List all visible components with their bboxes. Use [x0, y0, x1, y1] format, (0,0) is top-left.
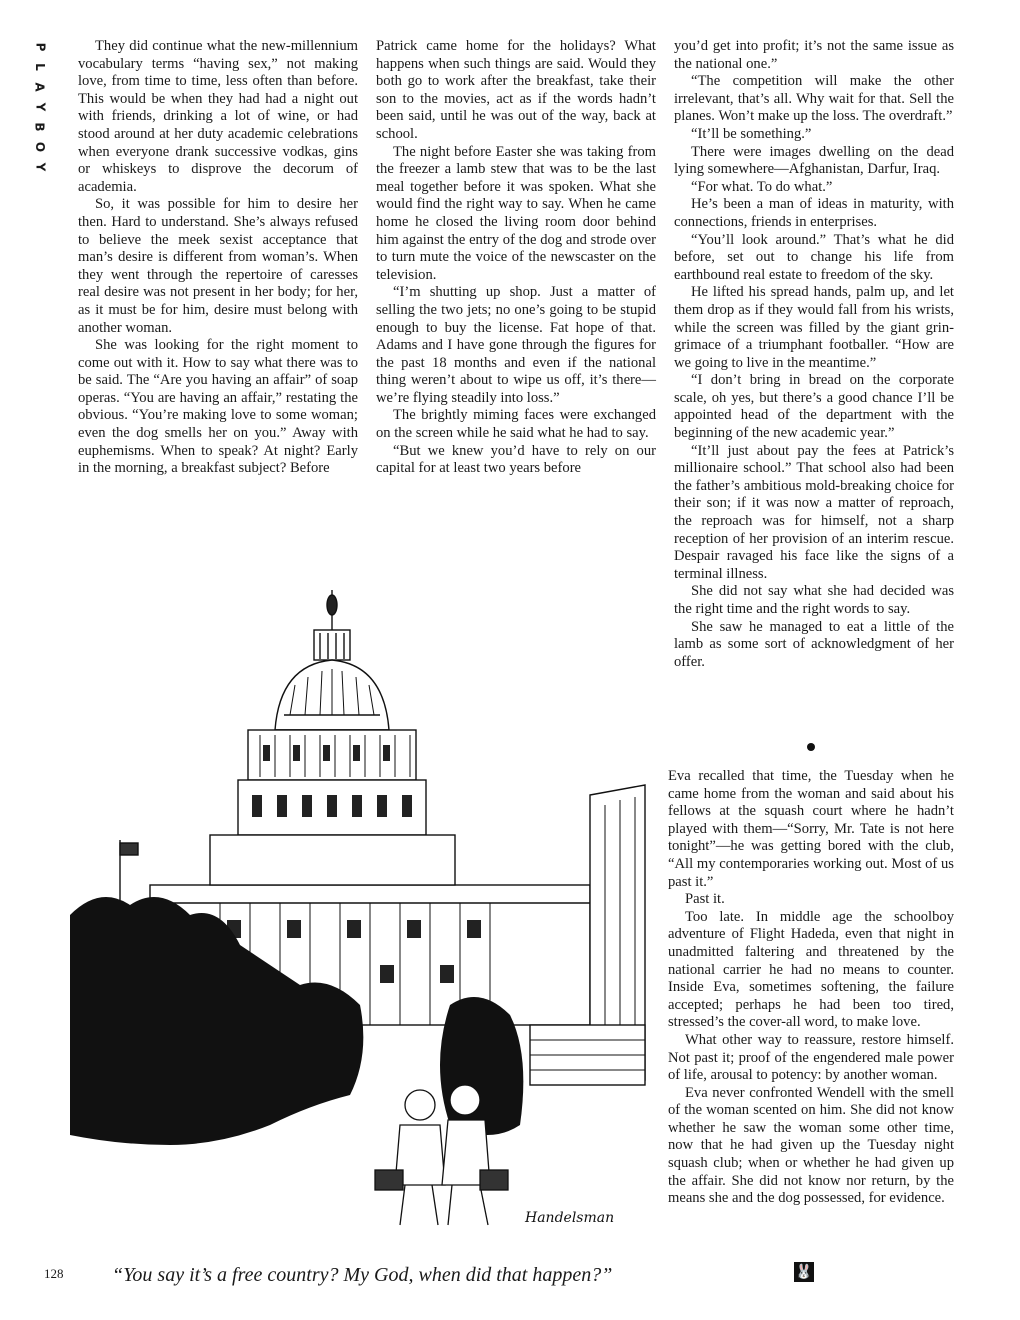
paragraph: He’s been a man of ideas in maturity, with connections, friends in enterprises. — [674, 196, 954, 230]
paragraph: “For what. To do what.” — [691, 178, 833, 195]
paragraph: “I’m shutting up shop. Just a matter of selling the two jets; no one’s going to be stupid enough to buy the license. Fat hope of that. Adams and I have gone through the figures for the past 18 months and even if the national thing weren’t about to wipe us off, it’s there—we’re flying steadily into loss.” — [376, 284, 656, 406]
paragraph: you’d get into profit; it’s not the same issue as the national one.” — [674, 38, 954, 72]
paragraph: Past it. — [685, 891, 725, 908]
rabbit-head-end-mark-icon: 🐰 — [795, 1264, 813, 1280]
title-letter: Y — [32, 102, 47, 112]
text-column-3 — [674, 38, 954, 671]
magazine-vertical-title — [30, 40, 50, 174]
paragraph: She was looking for the right moment to come out with it. How to say what there was to be said. The “Are you having an affair” of soap operas. “You are having an affair,” restating the obvious. “You’re making love to some woman; even the dog smells her on you.” Away with euphemisms. When to speak? At night? Early in the morning, a breakfast subject? Before — [78, 337, 358, 477]
paragraph: So, it was possible for him to desire her then. Hard to understand. She’s always refused to believe the meek sexist acceptance that man’s desire is different from woman’s. When they went through the repertoire of caresses real desire was not present in her body; for her, as it must be for him, desire must belong with another woman. — [78, 196, 358, 336]
paragraph: He lifted his spread hands, palm up, and let them drop as if they would fall from his wrists, while the screen was filled by the giant grin-grimace of a triumphant footballer. “How are we going to live in the meantime.” — [674, 284, 954, 371]
paragraph: They did continue what the new-millennium vocabulary terms “having sex,” not making love, from time to time, less often than before. This would be when they had had a night out with friends, drinking a lot of wine, or had stood around at her duty academic celebrations when everyone drank successive vodkas, gins or whiskeys to disprove the decorum of academia. — [78, 38, 358, 195]
cartoon-caption: “You say it’s a free country? My God, when did that happen?” — [112, 1264, 613, 1286]
paragraph: “It’ll just about pay the fees at Patrick’s millionaire school.” That school also had been the father’s ambitious mold-breaking choice for their son; if it was now a matter of reproach, the reproach was for himself, not a sharp reception of her provision of an interim rescue. Despair ravaged his face like the signs of a terminal illness. — [674, 442, 954, 582]
paragraph: She saw he managed to eat a little of the lamb as some sort of acknowledgment of her offer. — [674, 618, 954, 670]
title-letter: L — [33, 63, 47, 71]
title-letter: O — [32, 141, 47, 153]
page-number: 128 — [44, 1266, 64, 1281]
cartoon-signature: Handelsman — [525, 1210, 615, 1226]
paragraph: Eva never confronted Wendell with the smell of the woman scented on him. She did not know whether he saw the woman some other time, now that he had given up the Tuesday night squash club; when or whether he had given up the affair. She did not know nor return, by the means she and the dog possessed, for evidence. — [668, 1084, 954, 1207]
text-column-2 — [376, 38, 656, 478]
title-letter: A — [32, 82, 47, 92]
title-letter: B — [33, 122, 47, 132]
paragraph: She did not say what she had decided was the right time and the right words to say. — [674, 583, 954, 617]
paragraph: “It’ll be something.” — [691, 125, 812, 142]
paragraph: Patrick came home for the holidays? What happens when such things are said. Would they both go to work after the breakfast, take their son to the movies, act as if the words hadn’t been said, until he was out of the way, back at school. — [376, 38, 656, 142]
capitol-cartoon — [70, 585, 665, 1245]
paragraph: What other way to reassure, restore himself. Not past it; proof of the engendered male power of life, arousal to potency: by another woman. — [668, 1031, 954, 1084]
text-column-1 — [78, 38, 358, 478]
paragraph: The night before Easter she was taking from the freezer a lamb stew that was to be the last meal together before it was spoken. What she would find the right way to say. When he came home he closed the living room door behind him against the entry of the dog and strode over to turn mute the voice of the newscaster on the television. — [376, 143, 656, 283]
paragraph: Eva recalled that time, the Tuesday when he came home from the woman and said about his fellows at the squash court where he hadn’t played with them—“Sorry, Mr. Tate is not here tonight”—he was getting bored with the club, “All my contemporaries working out. Most of us past it.” — [668, 768, 954, 890]
paragraph: There were images dwelling on the dead lying somewhere—Afghanistan, Darfur, Iraq. — [674, 143, 954, 178]
title-letter: P — [32, 42, 47, 52]
paragraph: “You’ll look around.” That’s what he did before, set out to change his life from earthbound real estate to freedom of the sky. — [674, 231, 954, 283]
paragraph: “The competition will make the other irrelevant, that’s all. Why wait for that. Sell the planes. Won’t make up the loss. The overdraft.” — [674, 73, 954, 125]
section-break-bullet — [807, 743, 815, 751]
text-column-3-continued — [668, 768, 954, 1208]
paragraph: “I don’t bring in bread on the corporate scale, oh yes, but there’s a good chance I’ll be appointed head of the department with the beginning of the new academic year.” — [674, 372, 954, 442]
title-letter: Y — [32, 162, 47, 172]
paragraph: “But we knew you’d have to rely on our capital for at least two years before — [376, 442, 656, 477]
paragraph: Too late. In middle age the schoolboy adventure of Flight Hadeda, even that night in unadmitted faltering and threatened by the national carrier he had no means to counter. Inside Eva, sometimes softening, the failure accepted; perhaps he had been too tired, stressed’s the cover-all word, to make love. — [668, 908, 954, 1031]
paragraph: The brightly miming faces were exchanged on the screen while he said what he had to say. — [376, 407, 656, 442]
